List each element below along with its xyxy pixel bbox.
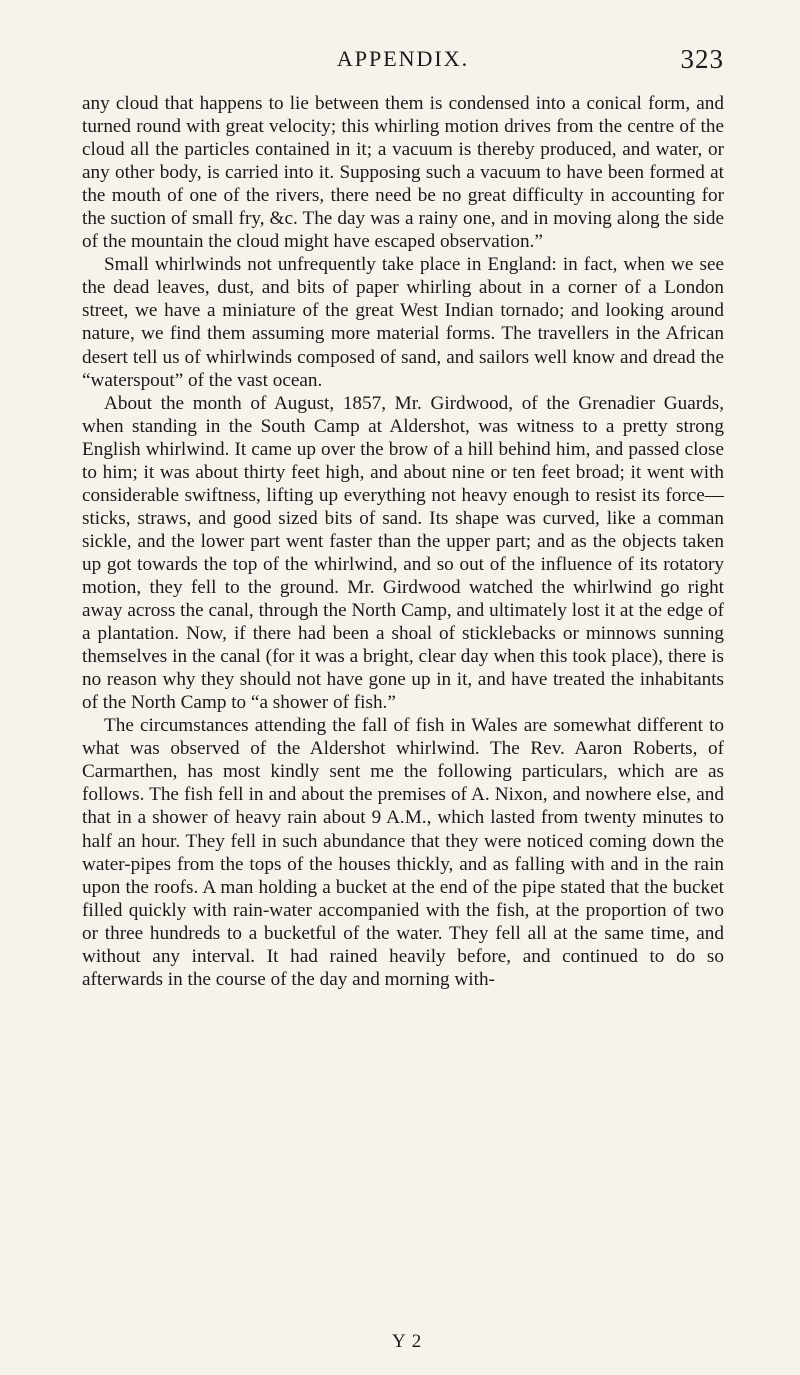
paragraph-aldershot-whirlwind: About the month of August, 1857, Mr. Girdwood, of the Grenadier Guards, when standing in the South Camp at Aldershot, was witness to a pretty strong English whirlwind. It came up over the brow of a hill behind him, and passed close to him; it was about thirty feet high, and about nine or ten feet broad; it went with considerable swiftness, lifting up everything not heavy enough to resist its force— sticks, straws, and good sized bits of sand. Its shape was curved, like a comman sickle, and the lower part went faster than the upper part; and as the objects taken up got towards the top of the whirlwind, and so out of the influence of its rotatory motion, they fell to the ground. Mr. Girdwood watched the whirlwind go right away across the canal, through the North Camp, and ultimately lost it at the edge of a plantation. Now, if there had been a shoal of sticklebacks or minnows sunning themselves in the canal (for it was a bright, clear day when this took place), there is no reason why they should not have gone up in it, and have treated the inhabitants of the North Camp to “a shower of fish.” xyxy=(82,392,724,714)
body-text xyxy=(82,92,724,991)
page-number: 323 xyxy=(680,44,724,74)
page-header xyxy=(82,44,724,84)
signature-mark: Y 2 xyxy=(392,1331,423,1352)
running-head: APPENDIX. xyxy=(336,46,470,71)
paragraph-continuation: any cloud that happens to lie between them is condensed into a conical form, and turned round with great velocity; this whirling motion drives from the centre of the cloud all the particles contained in it; a vacuum is thereby produced, and water, or any other body, is carried into it. Supposing such a vacuum to have been formed at the mouth of one of the rivers, there need be no great difficulty in accounting for the suction of small fry, &c. The day was a rainy one, and in moving along the side of the mountain the cloud might have escaped observation.” xyxy=(82,93,724,253)
paragraph-wales-fish-fall: The circumstances attending the fall of fish in Wales are somewhat different to what was observed of the Aldershot whirlwind. The Rev. Aaron Roberts, of Carmarthen, has most kindly sent me the following particulars, which are as follows. The fish fell in and about the premises of A. Nixon, and nowhere else, and that in a shower of heavy rain about 9 A.M., which lasted from twenty minutes to half an hour. They fell in such abundance that they were noticed coming down the water-pipes from the tops of the houses thickly, and as falling with and in the rain upon the roofs. A man holding a bucket at the end of the pipe stated that the bucket filled quickly with rain-water accompanied with the fish, at the proportion of two or three hundreds to a bucketful of the water. They fell all at the same time, and without any interval. It had rained heavily before, and continued to do so afterwards in the course of the day and morning with- xyxy=(82,715,724,990)
paragraph-small-whirlwinds: Small whirlwinds not unfrequently take place in England: in fact, when we see the dead leaves, dust, and bits of paper whirling about in a corner of a London street, we have a miniature of the great West Indian tornado; and looking around nature, we find them assuming more material forms. The travellers in the African desert tell us of whirlwinds composed of sand, and sailors well know and dread the “waterspout” of the vast ocean. xyxy=(82,254,724,391)
